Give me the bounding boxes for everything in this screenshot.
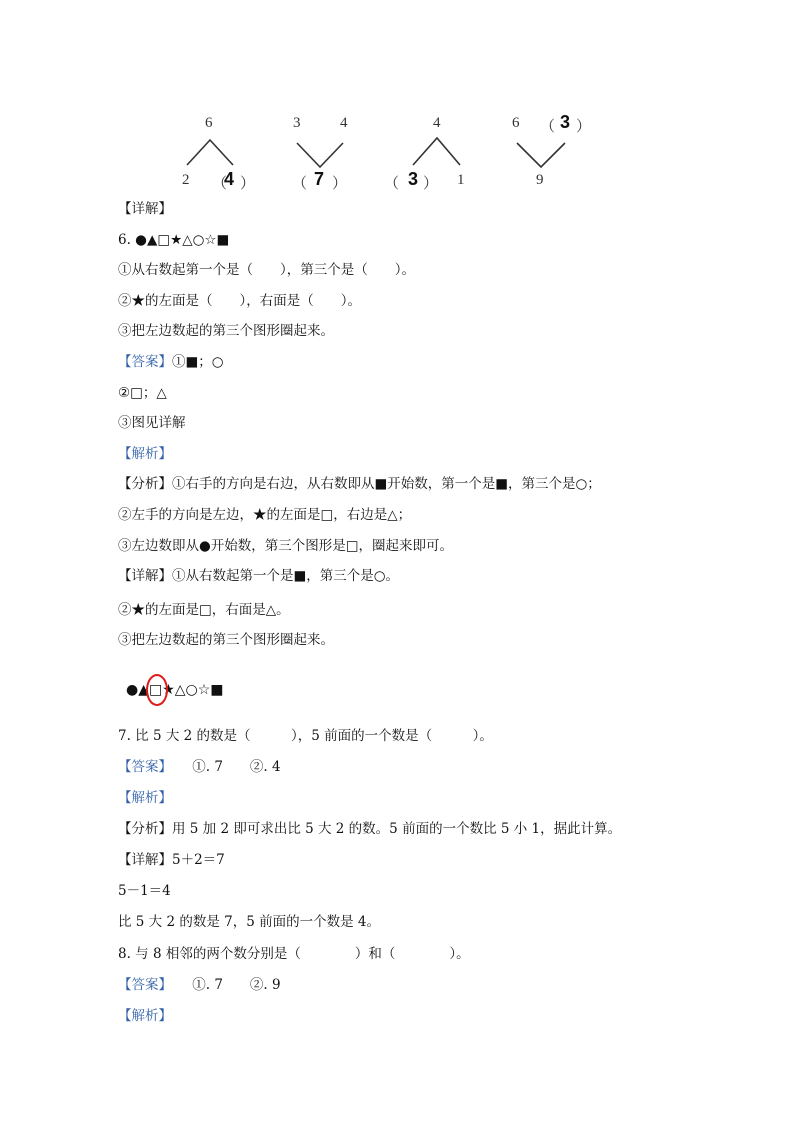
- analysis-6-line-3: ③左边数即从●开始数，第三个图形是□，圈起来即可。: [118, 538, 454, 554]
- question-6-title: 6. ●▲□★△○☆■: [118, 232, 230, 248]
- tree-3-open: （: [384, 176, 400, 192]
- answer-8-text: ①. 7 ②. 9: [165, 977, 281, 993]
- analysis-tag: 【解析】: [118, 1008, 172, 1024]
- question-6-part-1: ①从右数起第一个是（ ），第三个是（ ）。: [118, 262, 415, 278]
- tree-1-open: （: [212, 176, 228, 192]
- question-6-part-3: ③把左边数起的第三个图形圈起来。: [118, 323, 334, 339]
- tree-1-left: 2: [182, 172, 190, 188]
- analysis-tag: 【解析】: [118, 446, 172, 462]
- analysis-7: 【分析】用 5 加 2 即可求出比 5 大 2 的数。5 前面的一个数比 5 小 1，据此计算。: [118, 821, 622, 837]
- tree-1-branch: [187, 140, 233, 165]
- analysis-tag: 【解析】: [118, 790, 172, 806]
- analysis-6-line-1: 【分析】①右手的方向是右边，从右数即从■开始数，第一个是■，第三个是○；: [118, 476, 601, 492]
- tree-4-close: ）: [576, 119, 592, 135]
- analysis-tag-7: [118, 788, 172, 808]
- detail-7-line-1: 【详解】5＋2＝7: [118, 852, 225, 868]
- detail-6-line-2: ②★的左面是□，右面是△。: [118, 602, 290, 618]
- tree-3-right: 1: [457, 172, 465, 188]
- tree-1-top: 6: [205, 115, 213, 131]
- tree-3-branch: [413, 138, 460, 165]
- detail-6-line-1: 【详解】①从右数起第一个是■，第三个是○。: [118, 568, 400, 584]
- red-circle-mark: [146, 674, 168, 706]
- tree-2-top-right: 4: [340, 115, 348, 131]
- tree-4-top-left: 6: [512, 115, 520, 131]
- detail-7-line-3: 比 5 大 2 的数是 7，5 前面的一个数是 4。: [118, 914, 380, 930]
- answer-tag: 【答案】: [118, 354, 172, 370]
- analysis-tag-8: [118, 1006, 172, 1026]
- answer-tag: 【答案】: [118, 977, 166, 993]
- analysis-6-line-2: ②左手的方向是左边，★的左面是□，右边是△；: [118, 507, 412, 523]
- question-6-part-2: ②★的左面是（ ），右面是（ ）。: [118, 293, 361, 309]
- tree-4-bottom: 9: [536, 172, 544, 188]
- analysis-tag-6: [118, 444, 172, 464]
- question-8-title: 8. 与 8 相邻的两个数分别是（ ）和（ ）。: [118, 946, 470, 962]
- tree-1-close: ）: [240, 176, 256, 192]
- tree-4-branch: [517, 143, 565, 167]
- answer-7: [118, 757, 281, 777]
- answer-8: [118, 975, 281, 995]
- tree-4-open: （: [540, 119, 556, 135]
- answer-6-line-1: [118, 352, 224, 372]
- tree-2-open: （: [292, 176, 308, 192]
- number-tree-figure: [160, 105, 620, 200]
- detail-6-line-3: ③把左边数起的第三个图形圈起来。: [118, 632, 334, 648]
- detail-7-line-2: 5－1＝4: [118, 883, 171, 899]
- tree-4-answer: 3: [560, 112, 571, 132]
- shape-sequence: ●▲□★△○☆■: [126, 682, 224, 698]
- answer-6-text: ①■；○: [172, 354, 224, 370]
- heading-explain: 【详解】: [118, 201, 172, 217]
- answer-7-text: ①. 7 ②. 4: [165, 759, 281, 775]
- answer-6-line-2: ②□；△: [118, 385, 167, 401]
- question-7-title: 7. 比 5 大 2 的数是（ ），5 前面的一个数是（ ）。: [118, 728, 493, 744]
- tree-2-answer: 7: [314, 169, 325, 189]
- tree-2-close: ）: [332, 176, 348, 192]
- tree-3-answer: 3: [408, 169, 419, 189]
- answer-tag: 【答案】: [118, 759, 166, 775]
- tree-3-top: 4: [433, 115, 441, 131]
- tree-2-top-left: 3: [293, 115, 301, 131]
- tree-3-close: ）: [423, 176, 439, 192]
- tree-1-answer: 4: [224, 169, 235, 189]
- answer-6-line-3: ③图见详解: [118, 415, 186, 431]
- tree-2-branch: [297, 143, 343, 167]
